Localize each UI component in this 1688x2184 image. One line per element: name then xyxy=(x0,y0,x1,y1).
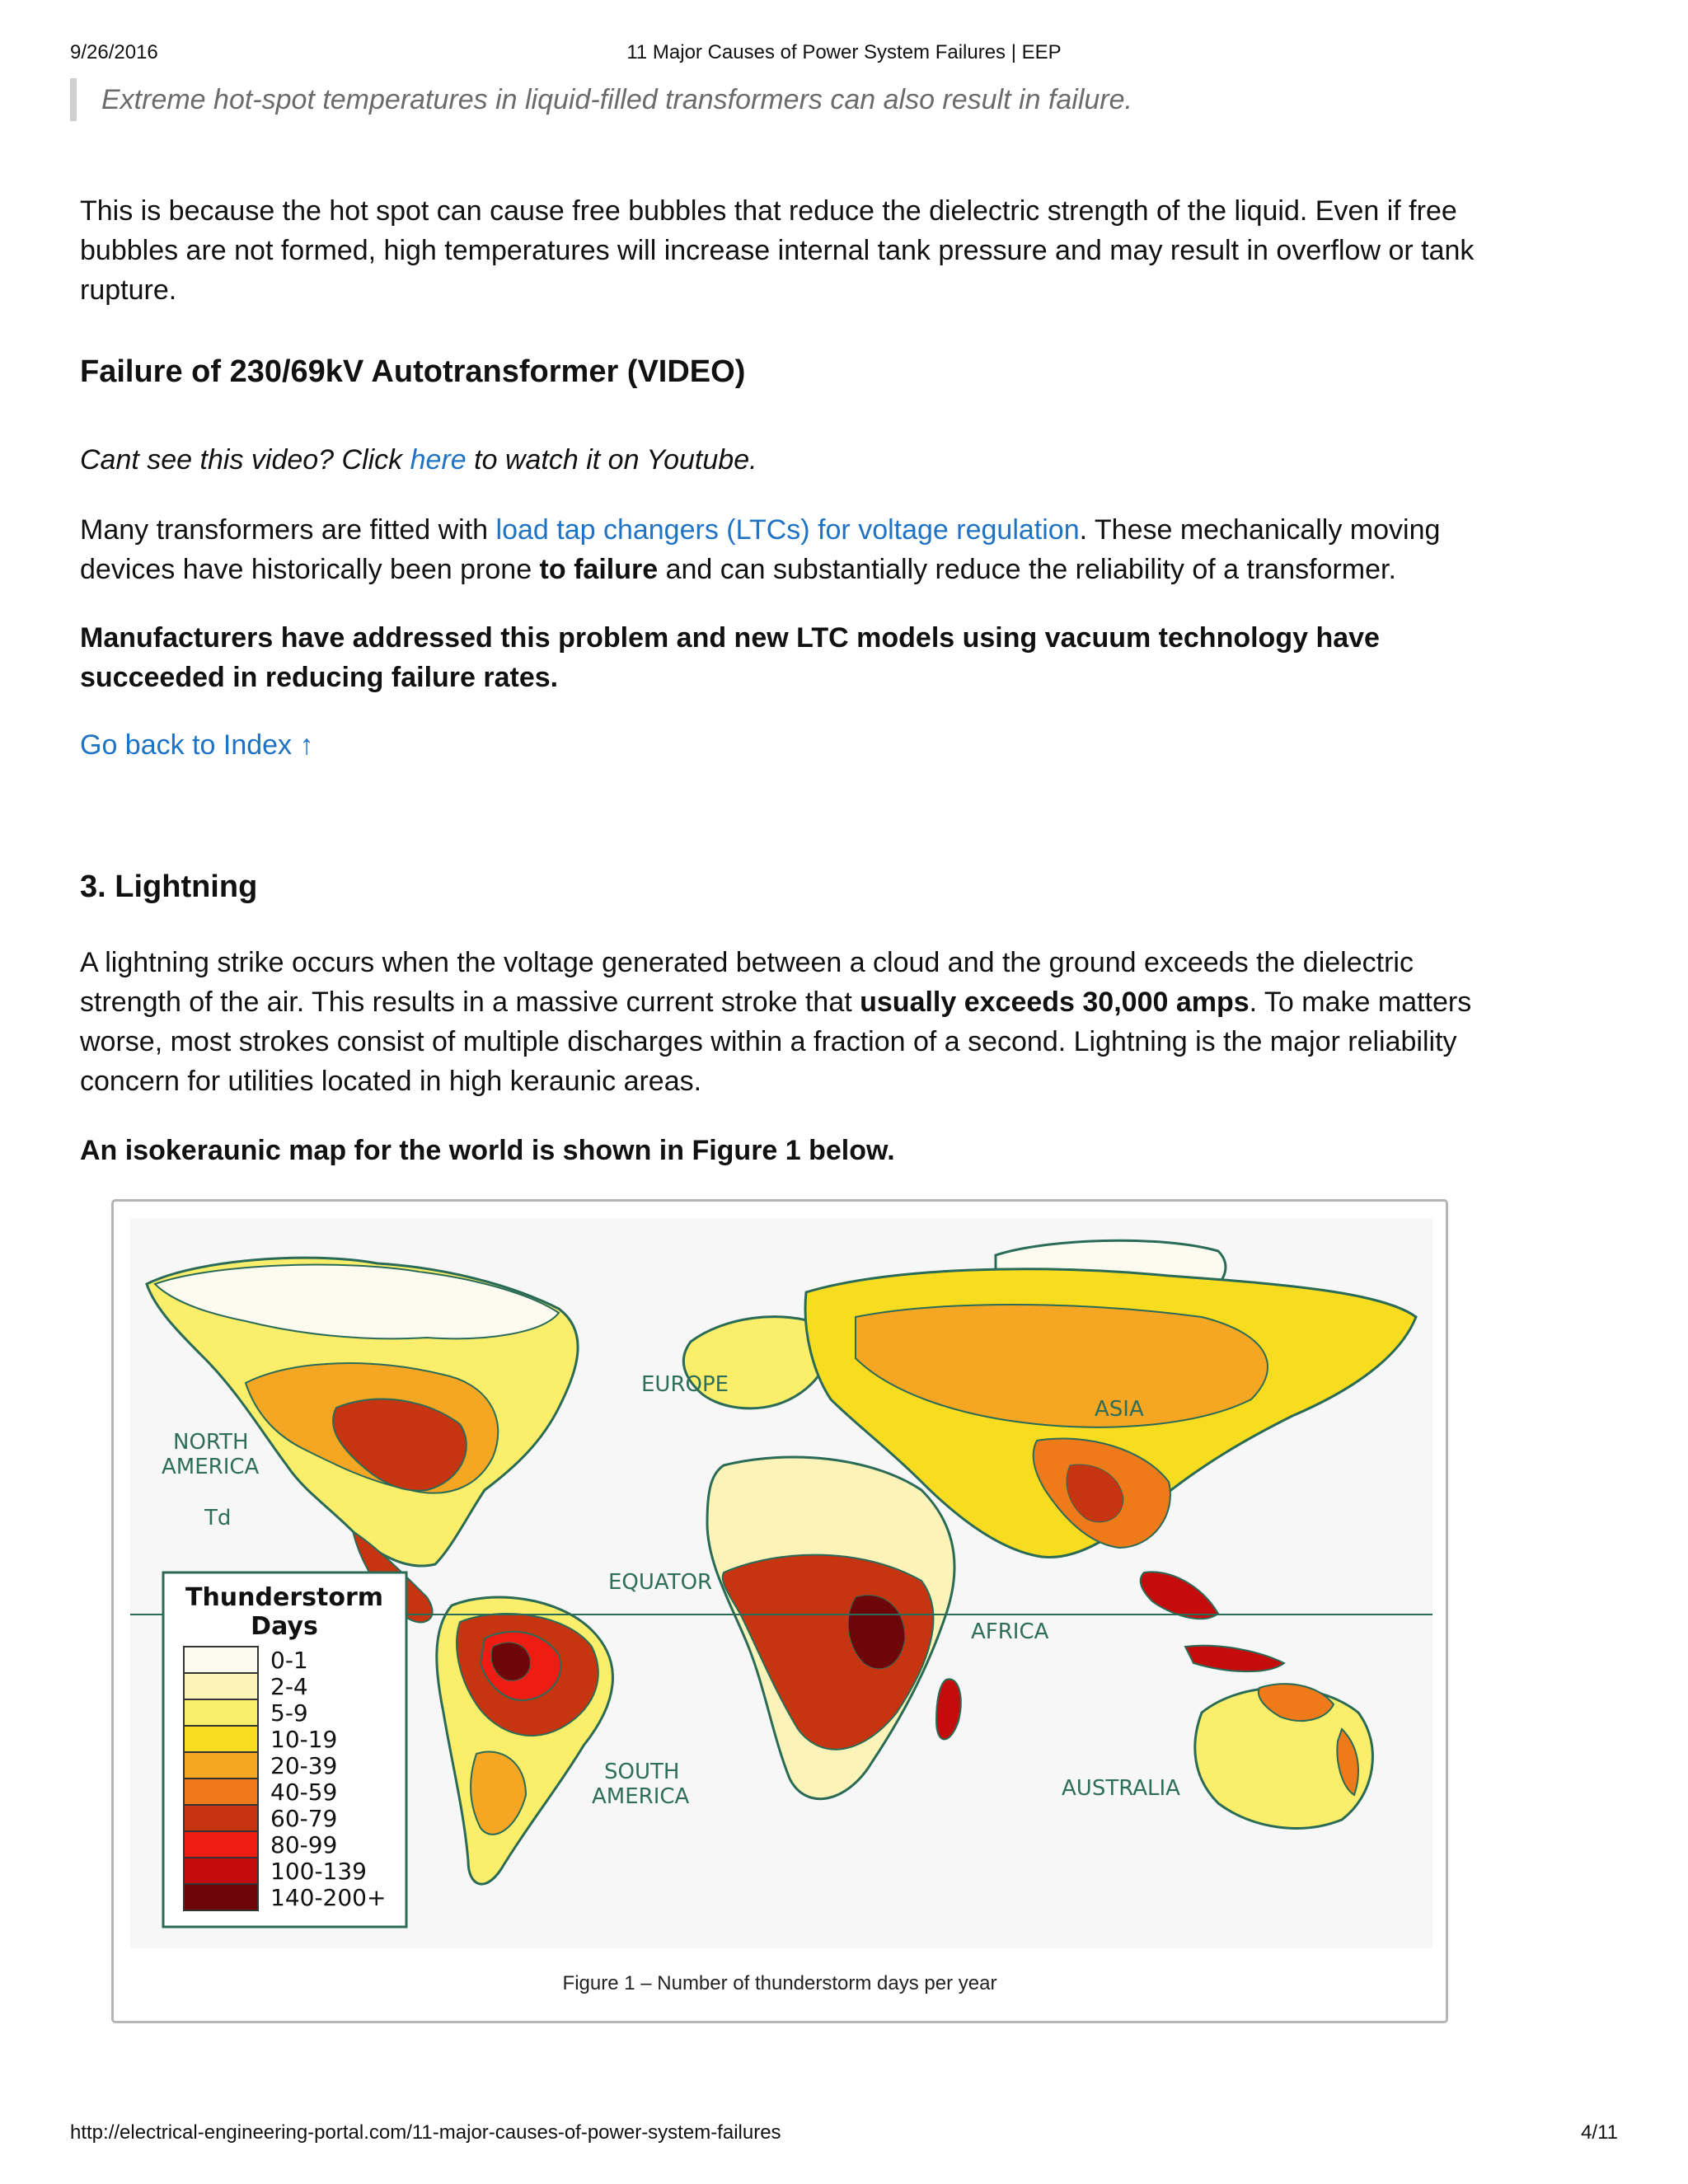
heading-lightning: 3. Lightning xyxy=(80,869,258,904)
legend-label: 80-99 xyxy=(270,1831,338,1858)
print-title: 11 Major Causes of Power System Failures | EEP xyxy=(626,41,1062,63)
heading-video: Failure of 230/69kV Autotransformer (VIDEO) xyxy=(80,354,746,389)
legend xyxy=(163,1572,406,1927)
paragraph-manufacturers: Manufacturers have addressed this problem and new LTC models using vacuum technology have succeeded in reducing failure rates. xyxy=(80,622,1380,693)
label-south-america-1: SOUTH xyxy=(604,1760,680,1784)
label-south-america-2: AMERICA xyxy=(592,1784,690,1809)
figure-isokeraunic-map xyxy=(111,1199,1448,2023)
legend-title-1: Thunderstorm xyxy=(185,1583,384,1612)
legend-label: 40-59 xyxy=(270,1779,338,1806)
legend-swatch xyxy=(184,1884,258,1910)
legend-swatch xyxy=(184,1726,258,1752)
blockquote: Extreme hot-spot temperatures in liquid-filled transformers can also result in failure. xyxy=(70,78,1585,121)
video-note: Cant see this video? Click here to watch it on Youtube. xyxy=(80,444,757,476)
legend-label: 60-79 xyxy=(270,1805,338,1832)
legend-swatch xyxy=(184,1647,258,1673)
legend-swatch xyxy=(184,1673,258,1699)
legend-swatch xyxy=(184,1699,258,1726)
legend-swatch xyxy=(184,1752,258,1779)
paragraph-lightning: A lightning strike occurs when the voltage generated between a cloud and the ground exceeds the dielectric strength of the air. This results in a massive current stroke that usually exceeds 30,000 amps. To make matters worse, most strokes consist of multiple discharges within a fraction of a second. Lightning is the major reliability concern for utilities located in high keraunic areas. xyxy=(80,947,1472,1097)
paragraph-line: devices have historically been prone to failure and can substantially reduce the reliability of a transformer. xyxy=(80,554,1396,585)
paragraph-line: rupture. xyxy=(80,274,177,306)
label-td: Td xyxy=(204,1506,232,1530)
world-map xyxy=(130,1218,1432,1948)
legend-label: 140-200+ xyxy=(270,1884,387,1911)
page-number: 4/11 xyxy=(1581,2121,1618,2144)
paragraph-ltc xyxy=(80,510,1580,589)
figure-caption: Figure 1 – Number of thunderstorm days per year xyxy=(562,1972,997,1994)
legend-swatch xyxy=(184,1805,258,1831)
label-africa: AFRICA xyxy=(971,1619,1049,1644)
legend-label: 5-9 xyxy=(270,1699,308,1727)
legend-label: 100-139 xyxy=(270,1858,367,1885)
legend-label: 2-4 xyxy=(270,1673,308,1700)
paragraph-hot-spot xyxy=(80,191,1580,310)
label-equator: EQUATOR xyxy=(608,1570,713,1595)
legend-swatch xyxy=(184,1779,258,1805)
print-url: http://electrical-engineering-portal.com/11-major-causes-of-power-system-failures xyxy=(70,2121,781,2144)
back-to-index-link[interactable]: Go back to Index ↑ xyxy=(80,729,314,761)
paragraph-isokeraunic: An isokeraunic map for the world is shown in Figure 1 below. xyxy=(80,1135,895,1166)
legend-label: 0-1 xyxy=(270,1647,308,1674)
label-north-america-2: AMERICA xyxy=(162,1455,260,1479)
world-map-svg xyxy=(130,1218,1432,1948)
paragraph-line: This is because the hot spot can cause free bubbles that reduce the dielectric strength of the liquid. Even if free xyxy=(80,195,1457,227)
youtube-link[interactable]: here xyxy=(410,444,467,476)
back-to-index xyxy=(80,725,1580,765)
label-asia: ASIA xyxy=(1095,1397,1144,1422)
legend-swatch xyxy=(184,1831,258,1858)
legend-title-2: Days xyxy=(251,1612,318,1641)
ltc-link[interactable]: load tap changers (LTCs) for voltage regulation xyxy=(495,514,1080,546)
label-australia: AUSTRALIA xyxy=(1062,1776,1180,1801)
label-north-america-1: NORTH xyxy=(173,1430,249,1455)
print-header xyxy=(0,41,1688,66)
paragraph-line: bubbles are not formed, high temperatures will increase internal tank pressure and may result in overflow or tank xyxy=(80,235,1475,266)
print-date: 9/26/2016 xyxy=(70,41,158,63)
legend-label: 10-19 xyxy=(270,1726,338,1753)
legend-swatch xyxy=(184,1858,258,1884)
label-europe: EUROPE xyxy=(641,1372,729,1397)
legend-label: 20-39 xyxy=(270,1752,338,1779)
paragraph-line: Many transformers are fitted with load tap changers (LTCs) for voltage regulation. These mechanically moving xyxy=(80,514,1441,546)
